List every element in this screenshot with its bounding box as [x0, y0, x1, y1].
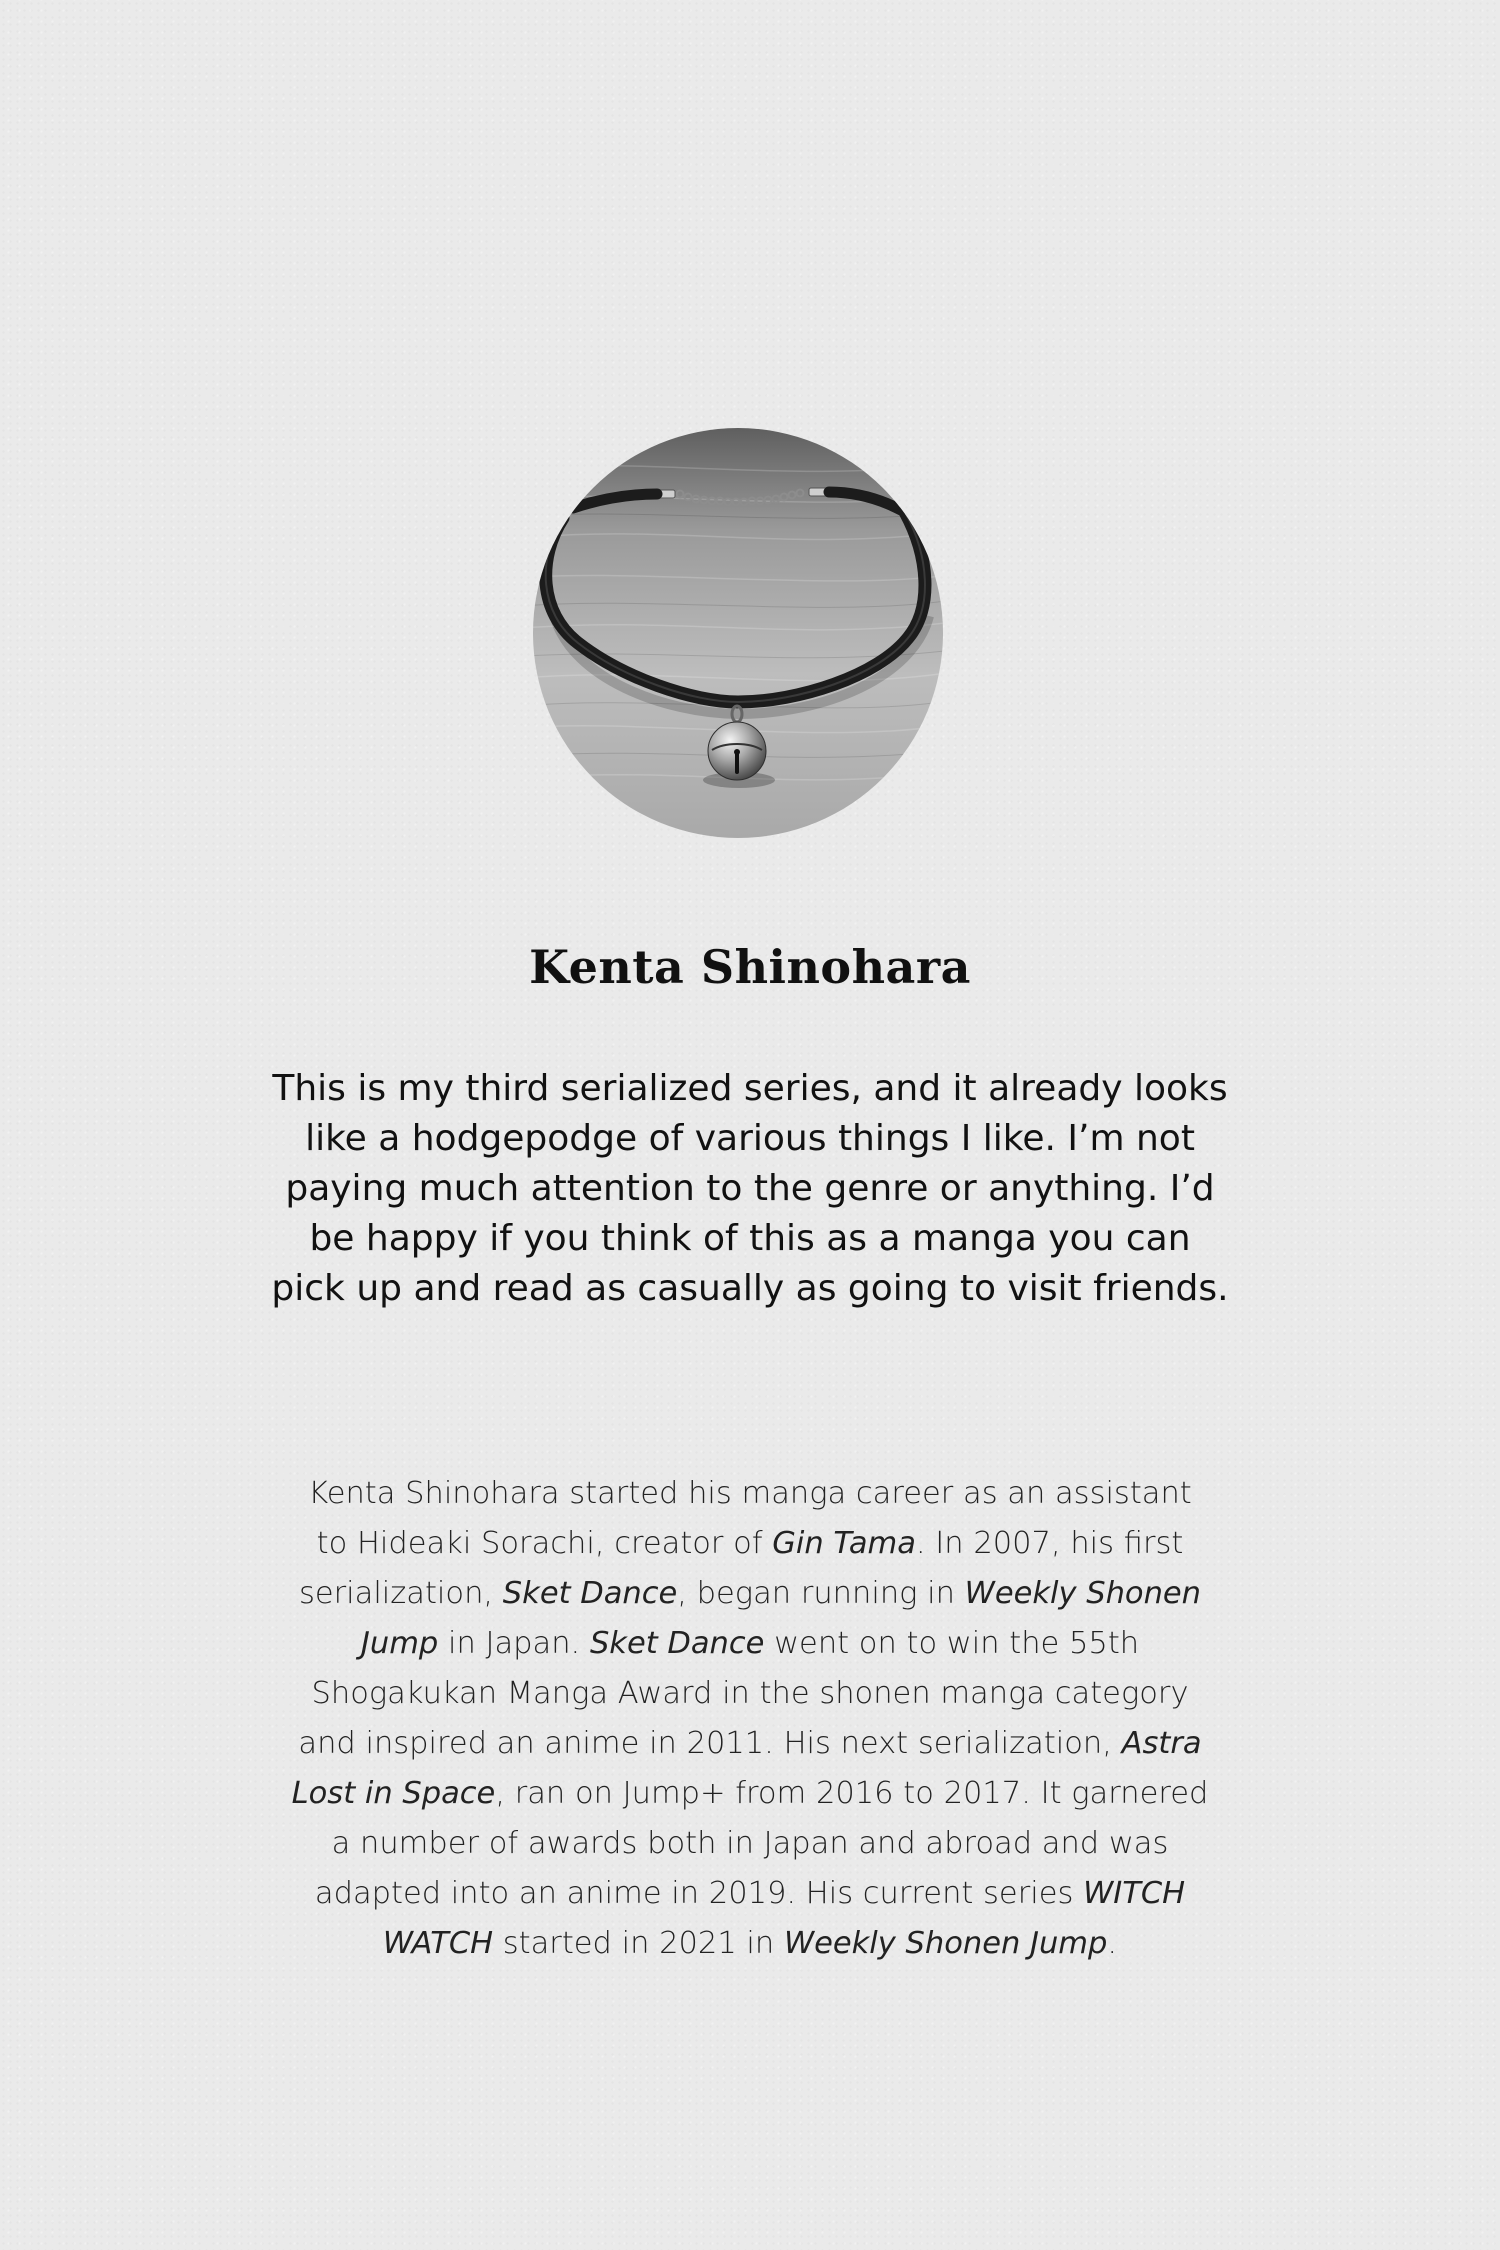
bio-line	[200, 1919, 1300, 1969]
choker-bell-image	[533, 428, 943, 838]
bio-title-italic: Gin Tama	[772, 1526, 916, 1561]
bio-title-italic: Lost in Space	[291, 1776, 496, 1811]
bio-line	[200, 1469, 1300, 1519]
bio-title-italic: Weekly Shonen Jump	[783, 1926, 1108, 1961]
bio-line	[200, 1869, 1300, 1919]
bio-line	[200, 1769, 1300, 1819]
bio-text: , ran on Jump+ from 2016 to 2017. It garnered	[495, 1776, 1209, 1811]
bio-title-italic: Sket Dance	[502, 1576, 678, 1611]
author-photo	[533, 428, 943, 838]
bio-text: to Hideaki Sorachi, creator of	[316, 1526, 773, 1561]
comment-line: pick up and read as casually as going to visit friends.	[271, 1268, 1229, 1309]
bio-title-italic: WATCH	[382, 1926, 494, 1961]
bio-line	[200, 1719, 1300, 1769]
bio-title-italic: Astra	[1121, 1726, 1202, 1761]
bio-text: .	[1107, 1926, 1118, 1961]
bio-text: Shogakukan Manga Award in the shonen manga category	[311, 1676, 1189, 1711]
bio-text: and inspired an anime in 2011. His next serialization,	[298, 1726, 1122, 1761]
bio-title-italic: WITCH	[1083, 1876, 1186, 1911]
author-bio	[200, 1469, 1300, 1969]
author-comment	[200, 1064, 1300, 1314]
bio-line	[200, 1519, 1300, 1569]
bio-text: , began running in	[677, 1576, 965, 1611]
bio-text: serialization,	[298, 1576, 503, 1611]
bio-text: Kenta Shinohara started his manga career as an assistant	[308, 1476, 1192, 1511]
comment-line: This is my third serialized series, and it already looks	[272, 1068, 1228, 1109]
bio-line	[200, 1569, 1300, 1619]
comment-line: paying much attention to the genre or anything. I’d	[285, 1168, 1215, 1209]
bio-line	[200, 1819, 1300, 1869]
bio-line	[200, 1669, 1300, 1719]
bio-line	[200, 1619, 1300, 1669]
comment-line: be happy if you think of this as a manga you can	[309, 1218, 1191, 1259]
author-name: Kenta Shinohara	[529, 940, 971, 994]
bio-text: adapted into an anime in 2019. His current series	[314, 1876, 1084, 1911]
bio-title-italic: Jump	[360, 1626, 439, 1661]
bio-title-italic: Weekly Shonen	[964, 1576, 1202, 1611]
bio-text: in Japan.	[438, 1626, 590, 1661]
bio-title-italic: Sket Dance	[589, 1626, 765, 1661]
bio-text: . In 2007, his first	[915, 1526, 1184, 1561]
bio-text: went on to win the 55th	[764, 1626, 1140, 1661]
comment-line: like a hodgepodge of various things I like. I’m not	[305, 1118, 1195, 1159]
bio-text: started in 2021 in	[493, 1926, 784, 1961]
bio-text: a number of awards both in Japan and abroad and was	[331, 1826, 1169, 1861]
